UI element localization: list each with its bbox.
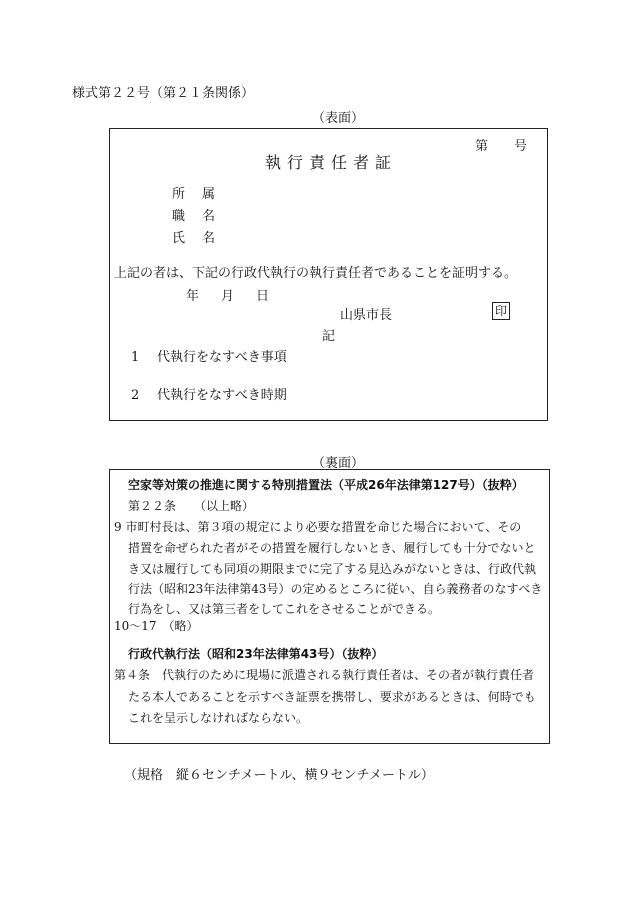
field-affiliation: 所属 — [172, 187, 233, 202]
law1-article: 第２２条 （以上略） — [128, 499, 255, 513]
certificate-number — [475, 135, 527, 154]
item-text: 代執行をなすべき事項 — [157, 350, 287, 365]
front-heading: （表面） — [312, 111, 365, 126]
law1-omitted: 10〜17 （略） — [114, 619, 199, 633]
issuer-mayor: 山県市長 — [340, 308, 393, 323]
law1-para-line: 行法（昭和23年法律第43号）の定めるところに従い、自ら義務者のなすべき — [128, 582, 543, 596]
law1-para-line: 9 市町村長は、第３項の規定により必要な措置を命じた場合において、その — [114, 520, 522, 534]
law1-para-line: 措置を命ぜられた者がその措置を履行しないとき、履行しても十分でないと — [128, 541, 536, 555]
ki-label: 記 — [322, 329, 336, 344]
law2-line: 第４条 代執行のために現場に派遣される執行責任者は、その者が執行責任者 — [114, 668, 535, 682]
date-month: 月 — [221, 289, 235, 304]
law1-title: 空家等対策の推進に関する特別措置法（平成26年法律第127号）（抜粋） — [128, 478, 524, 492]
law1-para-line: 行為をし、又は第三者をしてこれをさせることができる。 — [128, 602, 441, 616]
field-position: 職名 — [172, 209, 233, 224]
certification-text: 上記の者は、下記の行政代執行の執行責任者であることを証明する。 — [114, 266, 518, 281]
certificate-title: 執行責任者証 — [265, 153, 398, 172]
date-line — [186, 285, 291, 304]
item-text: 代執行をなすべき時期 — [157, 388, 287, 403]
law1-para-line: き又は履行しても同項の期限までに完了する見込みがないときは、行政代執 — [128, 562, 537, 576]
item-number: 1 — [131, 350, 140, 365]
list-item — [131, 346, 287, 365]
number-dai: 第 — [475, 139, 489, 154]
list-item — [131, 384, 287, 403]
item-number: 2 — [131, 388, 140, 403]
form-label: 様式第２２号（第２１条関係） — [72, 86, 255, 101]
seal-stamp: 印 — [492, 302, 510, 320]
law2-line: たる本人であることを示すべき証票を携帯し、要求があるときは、何時でも — [128, 690, 536, 704]
law2-line: これを呈示しなければならない。 — [128, 711, 309, 725]
date-year: 年 — [186, 289, 200, 304]
number-gou: 号 — [514, 139, 528, 154]
back-heading: （裏面） — [312, 456, 365, 471]
size-specification: （規格 縦６センチメートル、横９センチメートル） — [124, 768, 434, 783]
field-name: 氏名 — [172, 231, 233, 246]
law2-title: 行政代執行法（昭和23年法律第43号）（抜粋） — [128, 647, 384, 661]
date-day: 日 — [256, 289, 270, 304]
